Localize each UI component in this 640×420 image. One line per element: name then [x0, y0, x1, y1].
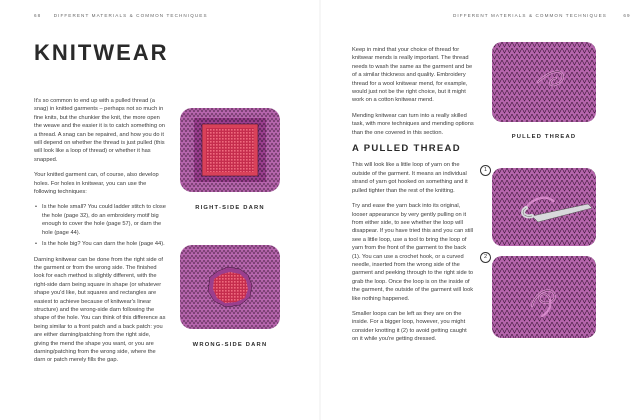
left-running-head-text: DIFFERENT MATERIALS & COMMON TECHNIQUES — [53, 13, 208, 18]
paragraph: Your knitted garment can, of course, also develop holes. For holes in knitwear, you can use the following techniques: — [34, 172, 159, 196]
list-item: • Is the hole big? You can darn the hole (page 44). — [42, 240, 166, 248]
left-page-number: 68 — [34, 13, 42, 18]
paragraph: Smaller loops can be left as they are on the inside. For a bigger loop, however, you might consider knotting it (2) to avoid getting caught on it while you're getting dressed. — [352, 310, 467, 343]
left-running-head — [34, 13, 208, 18]
paragraph: This will look like a little loop of yarn on the outside of the garment. It means an individual strand of yarn got hooked on something and it pulled tighter than the rest of the knitting. — [352, 162, 468, 194]
page-title: KNITWEAR — [34, 40, 169, 65]
right-page-number: 69 — [623, 13, 631, 18]
right-running-head — [453, 13, 631, 18]
pulled-thread-illustration — [492, 42, 596, 122]
paragraph: Mending knitwear can turn into a really skilled task, with more techniques and mending options than the one covered in this section. — [352, 112, 474, 136]
right-side-darn-caption: RIGHT-SIDE DARN — [195, 205, 265, 211]
technique-list — [34, 203, 166, 248]
right-page — [320, 0, 640, 420]
paragraph: Keep in mind that your choice of thread for knitwear mends is really important. The thread needs to wash the same as the garment and be of a similar thickness and quality. Embroidery thread for a wool knitwear mend, for example, would just not be the right choice, but it might work on a cotton knitwear mend. — [352, 47, 473, 104]
right-text-column — [352, 46, 474, 351]
paragraph: Darning knitwear can be done from the right side of the garment or from the wrong side. The finished look for each method is slightly different, with the right-side darn being square in shape (or whatever shape you'd like, but squares and rectangles are easiest to achieve because of knitwear's linear structure) and the wrong-side darn following the shape of the hole. You can think of this difference as being similar to a front patch and a back patch: you are either darning/patching from the right side, giving the mend the shape you want, or you are darning/patching from the wrong side, where the darn or patch merely fills the gap. — [34, 256, 166, 364]
section-heading: A PULLED THREAD — [352, 143, 461, 155]
wrong-side-darn-illustration — [180, 245, 280, 329]
paragraph: It's so common to end up with a pulled thread (a snag) in knitted garments – perhaps not so much in fine knits, but the chunkier the knit, the more open the weave and the easier it is to catch something on a thread. A snag can be repaired, and how you do it will depend on whether the thread is just pulled (this will look like a loop of thread) or whether it has snapped. — [34, 98, 165, 163]
step-2-badge: 2 — [480, 252, 491, 263]
right-side-darn-illustration — [180, 108, 280, 192]
step-1-crochet-hook-illustration — [492, 168, 596, 246]
wrong-side-darn-caption: WRONG-SIDE DARN — [192, 342, 268, 348]
step-1-badge: 1 — [480, 165, 491, 176]
right-running-head-text: DIFFERENT MATERIALS & COMMON TECHNIQUES — [453, 13, 607, 18]
paragraph: Try and ease the yarn back into its original, looser appearance by very gently pulling on it from either side, to see whether the loop will disappear. If you have tried this and you can still see a little loop, use a tool to bring the loop of yarn from the front of the garment to the back (1). You can use a crochet hook, or a curved needle, inserted from the wrong side of the garment and peeking through to the right side to grab the loop. Once the loop is on the inside of the garment, the outside of the garment will look like nothing happened. — [352, 203, 474, 302]
step-2-knot-illustration — [492, 256, 596, 338]
left-text-column — [34, 97, 166, 372]
pulled-thread-caption: PULLED THREAD — [511, 134, 577, 140]
list-item: • Is the hole small? You could ladder stitch to close the hole (page 32), do an embroidery motif big enough to cover the hole (page 57), or darn the hole (page 44). — [42, 203, 166, 237]
